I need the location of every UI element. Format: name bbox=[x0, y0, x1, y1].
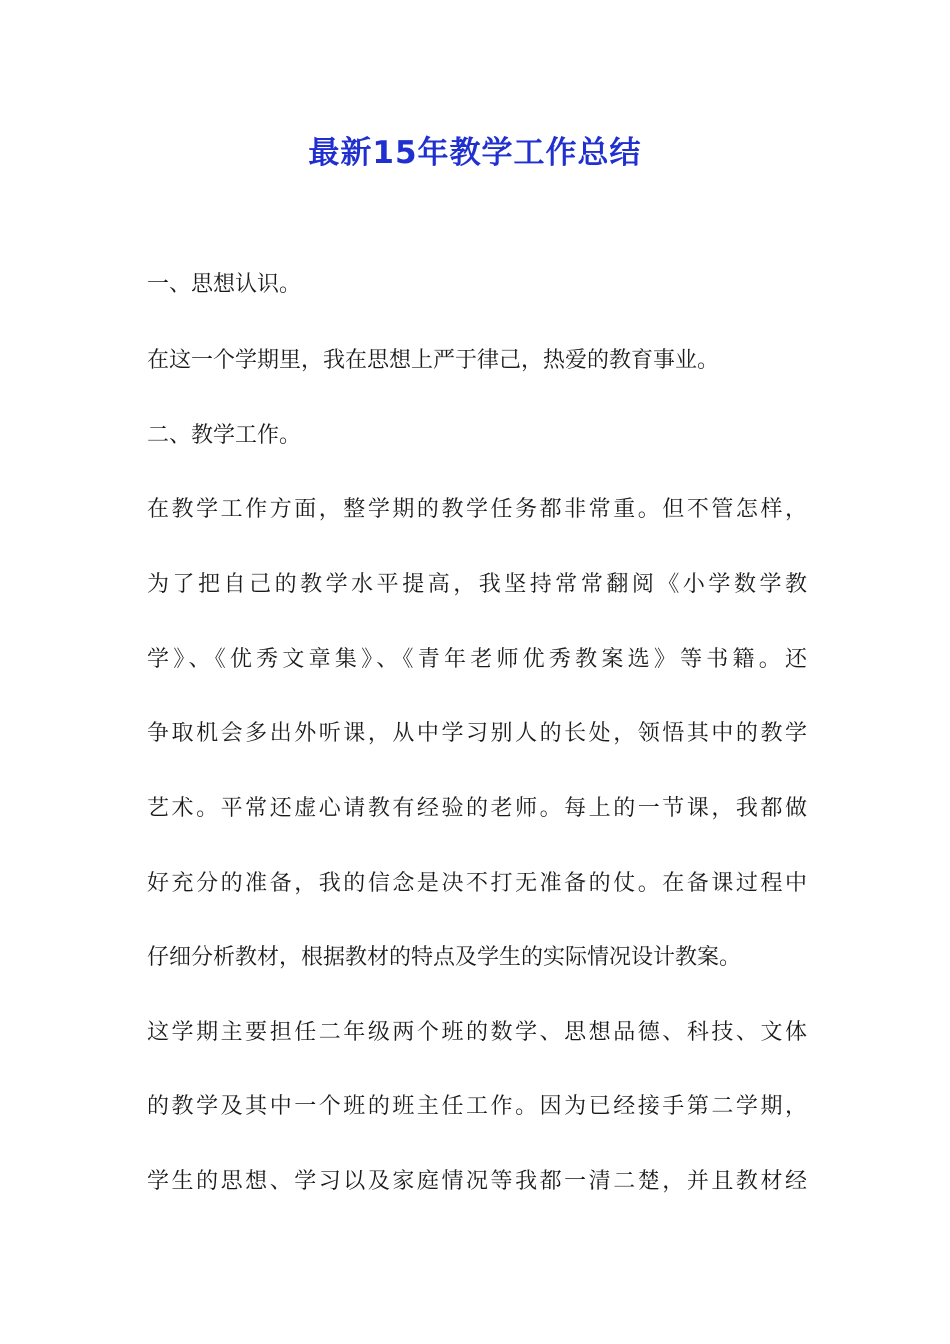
paragraph-line: 好充分的准备，我的信念是决不打无准备的仗。在备课过程中 bbox=[147, 871, 807, 896]
paragraph-line: 仔细分析教材，根据教材的特点及学生的实际情况设计教案。 bbox=[147, 945, 742, 970]
paragraph-line: 在教学工作方面，整学期的教学任务都非常重。但不管怎样， bbox=[147, 497, 807, 522]
document-title: 最新15年教学工作总结 bbox=[308, 135, 642, 171]
paragraph-line: 的教学及其中一个班的班主任工作。因为已经接手第二学期， bbox=[147, 1094, 807, 1119]
paragraph-line: 争取机会多出外听课，从中学习别人的长处，领悟其中的教学 bbox=[147, 721, 807, 746]
paragraph-line: 学》、《优秀文章集》、《青年老师优秀教案选》等书籍。还 bbox=[147, 647, 807, 672]
paragraph-line: 为了把自己的教学水平提高，我坚持常常翻阅《小学数学教 bbox=[147, 572, 807, 597]
paragraph-line: 这学期主要担任二年级两个班的数学、思想品德、科技、文体 bbox=[147, 1020, 807, 1045]
paragraph-line: 艺术。平常还虚心请教有经验的老师。每上的一节课，我都做 bbox=[147, 796, 807, 821]
paragraph-line: 学生的思想、学习以及家庭情况等我都一清二楚，并且教材经 bbox=[147, 1169, 807, 1194]
heading-teaching-work: 二、教学工作。 bbox=[147, 423, 302, 448]
paragraph-line: 在这一个学期里，我在思想上严于律己，热爱的教育事业。 bbox=[147, 348, 720, 373]
heading-ideology: 一、思想认识。 bbox=[147, 272, 302, 297]
